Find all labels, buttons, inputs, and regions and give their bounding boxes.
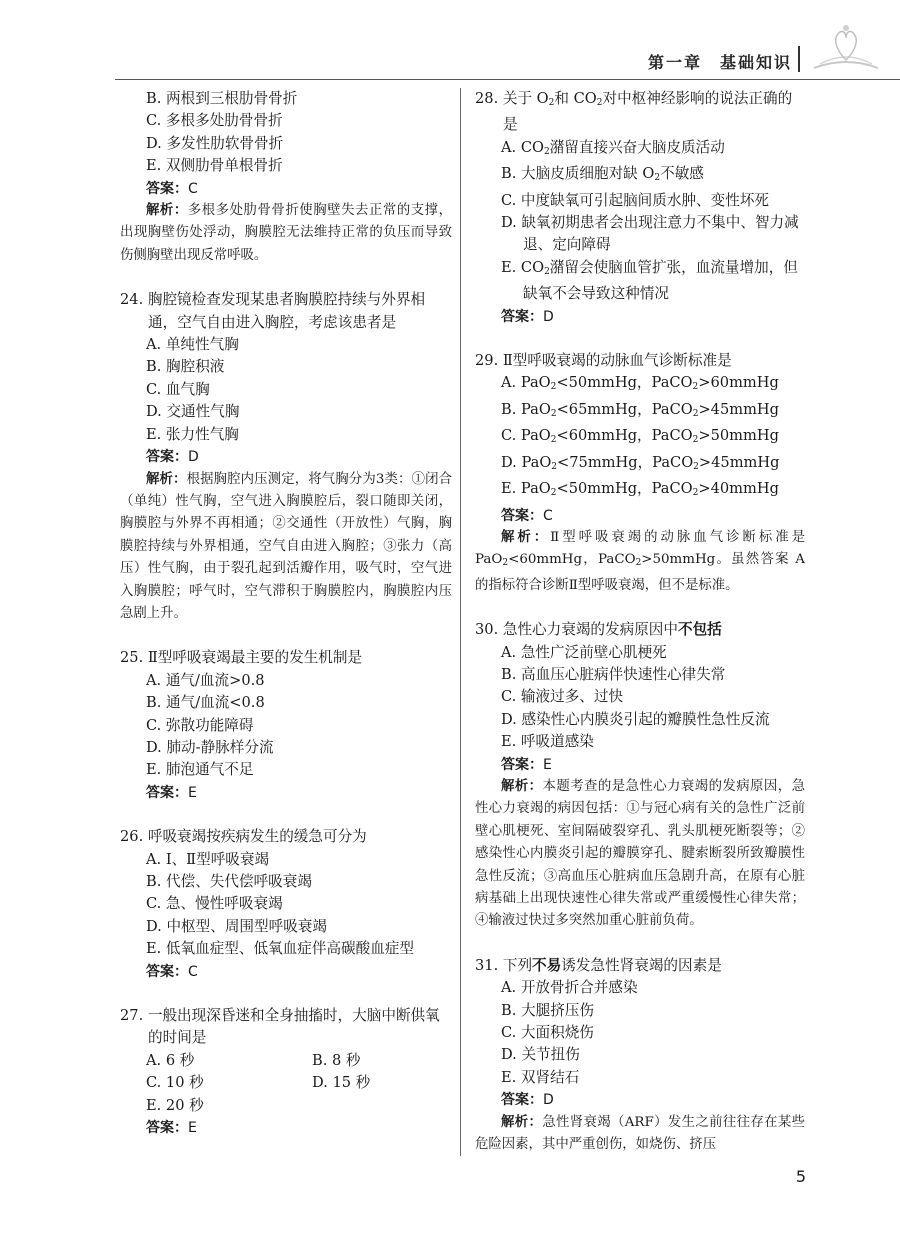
option: B. 大脑皮质细胞对缺 $O_2$不敏感 [501,165,704,184]
question-stem: 27. 一般出现深昏迷和全身抽搐时，大脑中断供氧的时间是 [120,1007,440,1047]
option: B. 高血压心脏病伴快速性心律失常 [501,665,726,683]
answer: 答案：D [501,308,554,325]
option: E. 肺泡通气不足 [146,761,254,779]
option: D. 交通性气胸 [146,403,240,421]
option: D. 中枢型、周围型呼吸衰竭 [146,917,327,935]
explanation: 解析：本题考查的是急性心力衰竭的发病原因，急性心力衰竭的病因包括：①与冠心病有关的急性广泛前壁心肌梗死、室间隔破裂穿孔、乳头肌梗死断裂等；②感染性心内膜炎引起的瓣膜穿孔、腱索断裂所致瓣膜性急性反流；③高血压心脏病血压急剧升高，在原有心脏病基础上出现快速性心律失常或严重缓慢性心律失常；④输液过快过多突然加重心脏前负荷。 [475,778,805,929]
option: D. 关节扭伤 [501,1046,580,1064]
option: E. 双侧肋骨单根骨折 [146,157,283,175]
answer: 答案：C [146,963,198,980]
explanation: 解析：根据胸腔内压测定，将气胸分为3类：①闭合（单纯）性气胸，空气进入胸膜腔后，裂口随即关闭，胸膜腔与外界不再相通；②交通性（开放性）气胸，胸膜腔持续与外界相通，空气自由进入胸腔；③张力（高压）性气胸，由于裂孔起到活瓣作用，吸气时，空气进入胸膜腔；呼气时，空气滞积于胸膜腔内，胸膜腔内压急剧上升。 [120,471,453,621]
option: B. 大腿挤压伤 [501,1001,594,1019]
option: D. 15 秒 [312,1074,371,1092]
answer: 答案：C [501,507,553,524]
option: C. 大面积烧伤 [501,1024,594,1042]
option: B. 胸腔积液 [146,358,225,376]
option: B. 通气/血流<0.8 [146,694,265,712]
option: D. 多发性肋软骨骨折 [146,134,284,152]
question-31 [475,955,805,1157]
option: E. 低氧血症型、低氧血症伴高碳酸血症型 [146,940,415,958]
option: E. $CO_2$潴留会使脑血管扩张，血流量增加，但缺氧不会导致这种情况 [501,258,798,303]
option: C. 中度缺氧可引起脑间质水肿、变性坏死 [501,191,770,209]
question-27 [120,1005,452,1139]
option: A. 开放骨折合并感染 [501,979,638,997]
question-stem: 28. 关于 $O_2$和 $CO_2$对中枢神经影响的说法正确的是 [475,90,793,134]
header-rule [115,79,900,80]
explanation: 解析：多根多处肋骨骨折使胸壁失去正常的支撑，出现胸壁伤处浮动，胸膜腔无法维持正常的负压而导致伤侧胸壁出现反常呼吸。 [120,203,453,263]
option: C. 弥散功能障碍 [146,716,254,734]
answer: 答案：D [146,449,199,466]
option: B. 代偿、失代偿呼吸衰竭 [146,873,312,890]
question-stem: 24. 胸腔镜检查发现某患者胸膜腔持续与外界相通，空气自由进入胸腔，考虑该患者是 [120,291,426,331]
option: C. 血气胸 [146,380,210,398]
option: C. PaO$_2$<60mmHg，PaCO$_2$>50mmHg [501,427,779,446]
option: C. 输液过多、过快 [501,688,624,706]
option: D. 感染性心内膜炎引起的瓣膜性急性反流 [501,710,770,728]
option: D. 肺动-静脉样分流 [146,738,274,756]
page-number: 5 [795,1167,806,1186]
option: E. 双肾结石 [501,1068,580,1086]
option: E. PaO$_2$<50mmHg，PaCO$_2$>40mmHg [501,480,779,499]
option: A. 6 秒 [146,1051,195,1069]
book-logo-icon [806,20,886,80]
question-24 [120,289,452,625]
option: A. $CO_2$潴留直接兴奋大脑皮质活动 [501,138,725,157]
option: E. 20 秒 [146,1096,204,1114]
left-column [120,88,452,1161]
answer: 答案：E [146,1120,197,1137]
option: A. PaO$_2$<50mmHg，PaCO$_2$>60mmHg [501,374,779,393]
option: D. 缺氧初期患者会出现注意力不集中、智力减退、定向障碍 [501,214,799,254]
question-stem: 31. 下列不易诱发急性肾衰竭的因素是 [475,956,722,974]
option: C. 急、慢性呼吸衰竭 [146,895,283,913]
option: A. 急性广泛前壁心肌梗死 [501,643,667,661]
explanation: 解析：Ⅱ型呼吸衰竭的动脉血气诊断标准是 PaO$_2$<60mmHg，PaCO$_2$>50mmHg。虽然答案 A 的指标符合诊断Ⅱ型呼吸衰竭，但不是标准。 [475,529,805,593]
question-26 [120,826,452,983]
answer: 答案：C [146,180,198,197]
column-divider [460,88,461,1156]
question-28 [475,88,805,328]
page-header [0,0,900,80]
question-stem: 25. Ⅱ型呼吸衰竭最主要的发生机制是 [120,649,363,667]
chapter-title: 第一章 基础知识 [647,53,792,72]
option: B. PaO$_2$<65mmHg，PaCO$_2$>45mmHg [501,400,779,419]
header-bar [798,46,800,72]
answer: 答案：E [501,756,552,773]
answer: 答案：E [146,784,197,801]
question-29 [475,350,805,597]
question-stem: 30. 急性心力衰竭的发病原因中不包括 [475,621,722,639]
option: A. 单纯性气胸 [146,336,239,354]
option: A. Ⅰ、Ⅱ型呼吸衰竭 [146,850,270,868]
option: E. 呼吸道感染 [501,733,594,751]
question-stem: 26. 呼吸衰竭按疾病发生的缓急可分为 [120,828,367,846]
explanation: 解析：急性肾衰竭（ARF）发生之前往往存在某些危险因素，其中严重创伤，如烧伤、挤压 [475,1114,806,1153]
option: B. 8 秒 [312,1051,361,1069]
option: B. 两根到三根肋骨骨折 [146,90,298,107]
option: E. 张力性气胸 [146,425,239,443]
option: A. 通气/血流>0.8 [146,671,265,689]
question-23-continued [120,88,452,267]
option: C. 多根多处肋骨骨折 [146,112,283,130]
answer: 答案：D [501,1092,554,1109]
question-30 [475,619,805,933]
right-column [475,88,805,1178]
question-25 [120,647,452,804]
option: C. 10 秒 [146,1074,204,1092]
question-stem: 29. Ⅱ型呼吸衰竭的动脉血气诊断标准是 [475,352,732,370]
option: D. PaO$_2$<75mmHg，PaCO$_2$>45mmHg [501,453,780,472]
